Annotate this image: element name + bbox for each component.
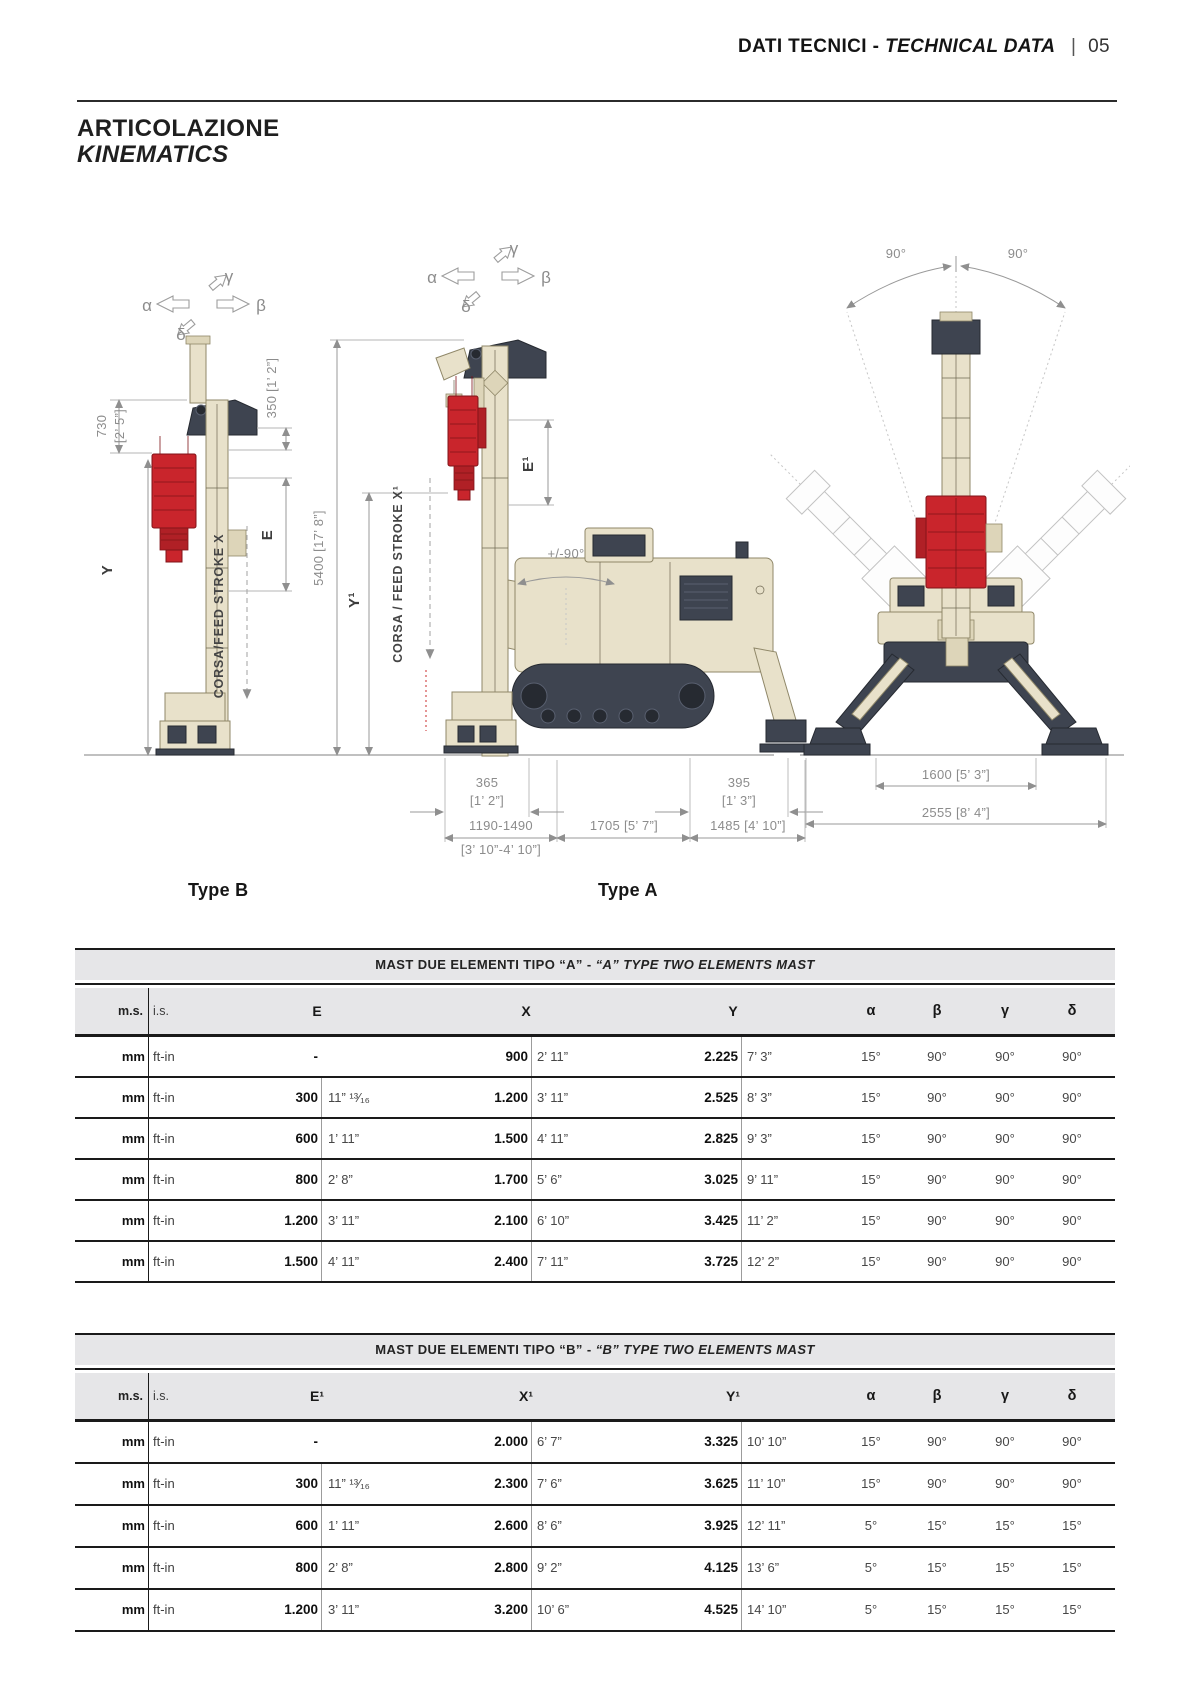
table-row	[75, 1119, 1115, 1160]
cell-is: ft-in	[153, 1476, 175, 1491]
col-e: E	[312, 1003, 322, 1019]
cell-is: ft-in	[153, 1131, 175, 1146]
dim-1190-1490-ft: [3’ 10”-4’ 10”]	[460, 842, 542, 857]
arc-left-label: 90°	[885, 246, 907, 261]
arrow-right-icon	[217, 296, 249, 312]
cell-x-ft: 9’ 2”	[537, 1560, 562, 1575]
dim-365: 365	[475, 775, 499, 790]
cell-e-mm: 300	[295, 1090, 318, 1105]
cell-e-mm: -	[313, 1049, 318, 1064]
mast-top-pole	[190, 343, 206, 403]
table-row	[75, 1548, 1115, 1590]
cell-delta: 90°	[1062, 1476, 1082, 1491]
cell-beta: 90°	[927, 1090, 947, 1105]
cell-beta: 15°	[927, 1560, 947, 1575]
cell-gamma: 90°	[995, 1434, 1015, 1449]
cell-beta: 90°	[927, 1213, 947, 1228]
cell-x-ft: 7’ 11”	[537, 1254, 569, 1269]
dim-350: 350 [1’ 2”]	[264, 357, 279, 419]
cell-y-mm: 3.725	[704, 1254, 738, 1269]
feed-stroke-x1-label: CORSA / FEED STROKE X¹	[391, 485, 405, 663]
cell-ms: mm	[121, 1518, 145, 1533]
cell-x-ft: 4’ 11”	[537, 1131, 569, 1146]
cell-ms: mm	[121, 1131, 145, 1146]
dim-2555: 2555 [8’ 4”]	[921, 805, 991, 820]
cell-is: ft-in	[153, 1518, 175, 1533]
col-alpha: α	[866, 1003, 876, 1019]
cell-e-ft: 3’ 11”	[328, 1213, 360, 1228]
col-e1: E¹	[310, 1388, 324, 1404]
mast-bracket	[228, 530, 246, 556]
cell-alpha: 15°	[861, 1476, 881, 1491]
cell-e-ft: 1’ 11”	[328, 1518, 360, 1533]
table-b-title: MAST DUE ELEMENTI TIPO “B” - “B” TYPE TWO ELEMENTS MAST	[75, 1333, 1115, 1365]
table-row	[75, 1037, 1115, 1078]
dim-5400: 5400 [17’ 8”]	[311, 510, 326, 586]
col-y1: Y¹	[726, 1388, 740, 1404]
cell-beta: 90°	[927, 1476, 947, 1491]
table-row	[75, 1242, 1115, 1283]
cell-y-ft: 7’ 3”	[747, 1049, 772, 1064]
col-is: i.s.	[153, 1004, 169, 1018]
cell-e-mm: 1.200	[284, 1213, 318, 1228]
cell-e-mm: 1.500	[284, 1254, 318, 1269]
cell-alpha: 15°	[861, 1049, 881, 1064]
cell-y-mm: 2.825	[704, 1131, 738, 1146]
table-a-title: MAST DUE ELEMENTI TIPO “A” - “A” TYPE TWO ELEMENTS MAST	[75, 948, 1115, 980]
cell-y-ft: 14’ 10”	[747, 1602, 787, 1617]
table-b-title-en: “B” TYPE TWO ELEMENTS MAST	[595, 1342, 815, 1357]
cell-is: ft-in	[153, 1090, 175, 1105]
cell-delta: 90°	[1062, 1090, 1082, 1105]
divider	[75, 980, 1115, 988]
table-row	[75, 1078, 1115, 1119]
foot-left	[804, 744, 870, 755]
cell-ms: mm	[121, 1602, 145, 1617]
cell-delta: 90°	[1062, 1213, 1082, 1228]
cell-x-ft: 5’ 6”	[537, 1172, 562, 1187]
cell-x-ft: 8’ 6”	[537, 1518, 562, 1533]
cell-y-mm: 3.625	[704, 1476, 738, 1491]
table-a-title-en: “A” TYPE TWO ELEMENTS MAST	[595, 957, 815, 972]
cell-alpha: 15°	[861, 1254, 881, 1269]
cell-alpha: 5°	[864, 1602, 878, 1617]
table-a-title-it: MAST DUE ELEMENTI TIPO “A”	[375, 957, 583, 972]
cell-gamma: 90°	[995, 1213, 1015, 1228]
divider	[75, 1365, 1115, 1373]
cell-gamma: 90°	[995, 1049, 1015, 1064]
dim-730-ft: [2’ 5”]	[112, 408, 127, 444]
cell-e-mm: 1.200	[284, 1602, 318, 1617]
cell-beta: 90°	[927, 1049, 947, 1064]
cell-alpha: 15°	[861, 1090, 881, 1105]
dim-e-label: E	[259, 529, 276, 541]
cell-ms: mm	[121, 1172, 145, 1187]
shank-boot	[160, 528, 188, 550]
cell-x-ft: 2’ 11”	[537, 1049, 569, 1064]
cell-e-ft: 1’ 11”	[328, 1131, 360, 1146]
cell-x-mm: 2.800	[494, 1560, 528, 1575]
cell-alpha: 15°	[861, 1434, 881, 1449]
cell-e-ft: 4’ 11”	[328, 1254, 360, 1269]
cell-delta: 90°	[1062, 1172, 1082, 1187]
beta-label: β	[541, 268, 551, 287]
type-b-caption: Type B	[188, 880, 249, 900]
cell-ms: mm	[121, 1090, 145, 1105]
cell-y-ft: 11’ 2”	[747, 1213, 779, 1228]
cell-x-ft: 3’ 11”	[537, 1090, 569, 1105]
cell-delta: 15°	[1062, 1602, 1082, 1617]
table-row	[75, 1506, 1115, 1548]
cell-x-mm: 900	[505, 1049, 528, 1064]
cell-gamma: 90°	[995, 1172, 1015, 1187]
header-title-en: TECHNICAL DATA	[885, 36, 1056, 57]
cell-y-ft: 12’ 2”	[747, 1254, 780, 1269]
cell-y-ft: 12’ 11”	[747, 1518, 786, 1533]
cell-delta: 90°	[1062, 1049, 1082, 1064]
section-title	[77, 116, 280, 168]
col-x1: X¹	[519, 1388, 533, 1404]
page-number: 05	[1088, 36, 1110, 57]
arc-right-label: 90°	[1007, 246, 1029, 261]
dim-395-ft: [1’ 3”]	[721, 793, 757, 808]
cell-beta: 15°	[927, 1602, 947, 1617]
type-a-rig	[436, 340, 812, 756]
dim-1600: 1600 [5’ 3”]	[921, 767, 991, 782]
exhaust	[736, 542, 748, 558]
gamma-label: γ	[509, 239, 519, 258]
cell-delta: 90°	[1062, 1131, 1082, 1146]
alpha-label: α	[427, 268, 437, 287]
tilt-direction-arrows	[427, 239, 551, 316]
gamma-label: γ	[224, 267, 234, 286]
foot-right	[1042, 744, 1108, 755]
cell-e-mm: 600	[295, 1518, 318, 1533]
header-divider: |	[1071, 36, 1077, 57]
cell-gamma: 90°	[995, 1476, 1015, 1491]
col-y: Y	[728, 1003, 738, 1019]
dim-1485: 1485 [4’ 10”]	[710, 818, 786, 833]
cell-delta: 15°	[1062, 1518, 1082, 1533]
cell-gamma: 90°	[995, 1090, 1015, 1105]
cell-e-ft: 2’ 8”	[328, 1560, 353, 1575]
cell-is: ft-in	[153, 1254, 175, 1269]
cell-y-mm: 3.325	[704, 1434, 738, 1449]
col-x: X	[521, 1003, 531, 1019]
cell-x-ft: 7’ 6”	[537, 1476, 562, 1491]
cell-y-mm: 3.425	[704, 1213, 738, 1228]
table-mast-type-a	[75, 948, 1115, 1283]
cell-y-mm: 4.525	[704, 1602, 738, 1617]
cell-delta: 15°	[1062, 1560, 1082, 1575]
table-a-header	[75, 988, 1115, 1037]
kinematics-diagram	[60, 228, 1130, 876]
cell-delta: 90°	[1062, 1434, 1082, 1449]
col-beta: β	[932, 1388, 942, 1404]
front-view-rig	[754, 276, 1130, 755]
cell-is: ft-in	[153, 1172, 175, 1187]
type-a-caption: Type A	[598, 880, 658, 900]
cell-x-ft: 10’ 6”	[537, 1602, 570, 1617]
cell-e-mm: 300	[295, 1476, 318, 1491]
cell-e-mm: 600	[295, 1131, 318, 1146]
cell-alpha: 5°	[864, 1560, 878, 1575]
cell-ms: mm	[121, 1560, 145, 1575]
cell-x-mm: 1.500	[494, 1131, 528, 1146]
cell-gamma: 90°	[995, 1254, 1015, 1269]
cell-x-mm: 1.700	[494, 1172, 528, 1187]
cell-y-ft: 10’ 10”	[747, 1434, 787, 1449]
table-b-header	[75, 1373, 1115, 1422]
table-row	[75, 1160, 1115, 1201]
cell-y-mm: 2.525	[704, 1090, 738, 1105]
cell-x-ft: 6’ 10”	[537, 1213, 570, 1228]
cell-beta: 90°	[927, 1172, 947, 1187]
dim-1705: 1705 [5’ 7”]	[589, 818, 659, 833]
col-beta: β	[932, 1003, 942, 1019]
beta-label: β	[256, 296, 266, 315]
cell-gamma: 15°	[995, 1602, 1015, 1617]
dim-730: 730	[94, 414, 109, 438]
dim-y-label: Y	[99, 564, 116, 576]
dim-1190-1490: 1190-1490	[469, 818, 533, 833]
arrow-right-icon	[502, 268, 534, 284]
table-row	[75, 1464, 1115, 1506]
delta-label: δ	[176, 325, 186, 344]
cell-ms: mm	[121, 1476, 145, 1491]
col-delta: δ	[1067, 1003, 1077, 1019]
cell-e-ft: 11” ¹³⁄₁₆	[328, 1476, 370, 1491]
col-gamma: γ	[1000, 1003, 1010, 1019]
rock-drill	[152, 454, 196, 528]
cell-y-ft: 11’ 10”	[747, 1476, 786, 1491]
arrow-left-icon	[442, 268, 474, 284]
table-b-title-it: MAST DUE ELEMENTI TIPO “B”	[375, 1342, 583, 1357]
arc-90-right	[961, 266, 1065, 308]
cell-e-mm: 800	[295, 1172, 318, 1187]
cell-x-mm: 2.300	[494, 1476, 528, 1491]
cell-is: ft-in	[153, 1213, 175, 1228]
shank-boot	[454, 466, 474, 490]
delta-label: δ	[461, 297, 471, 316]
cell-delta: 90°	[1062, 1254, 1082, 1269]
col-is: i.s.	[153, 1389, 169, 1403]
cell-beta: 90°	[927, 1254, 947, 1269]
table-row	[75, 1422, 1115, 1464]
rotation-label: +/-90°	[547, 546, 585, 561]
cell-e-ft: 3’ 11”	[328, 1602, 360, 1617]
cell-e-ft: 2’ 8”	[328, 1172, 353, 1187]
cell-y-mm: 3.025	[704, 1172, 738, 1187]
carrier-body	[515, 558, 773, 672]
cell-ms: mm	[121, 1254, 145, 1269]
engine-vents	[680, 576, 732, 620]
cell-beta: 90°	[927, 1131, 947, 1146]
cell-gamma: 90°	[995, 1131, 1015, 1146]
arrow-left-icon	[157, 296, 189, 312]
col-ms: m.s.	[117, 1004, 143, 1018]
col-ms: m.s.	[117, 1389, 143, 1403]
cell-is: ft-in	[153, 1049, 175, 1064]
dim-y1-label: Y¹	[346, 592, 363, 608]
cell-e-mm: -	[313, 1434, 318, 1449]
table-mast-type-b	[75, 1333, 1115, 1632]
cell-y-mm: 4.125	[704, 1560, 738, 1575]
cell-x-mm: 2.000	[494, 1434, 528, 1449]
cell-alpha: 15°	[861, 1213, 881, 1228]
cell-ms: mm	[121, 1434, 145, 1449]
cell-alpha: 15°	[861, 1172, 881, 1187]
cell-x-ft: 6’ 7”	[537, 1434, 562, 1449]
arc-90-left	[847, 266, 951, 308]
col-delta: δ	[1067, 1388, 1077, 1404]
cell-gamma: 15°	[995, 1560, 1015, 1575]
cell-e-ft: 11” ¹³⁄₁₆	[328, 1090, 370, 1105]
cell-y-ft: 8’ 3”	[747, 1090, 772, 1105]
type-b-rig	[152, 336, 257, 755]
cell-y-ft: 9’ 11”	[747, 1172, 779, 1187]
col-gamma: γ	[1000, 1388, 1010, 1404]
cell-ms: mm	[121, 1049, 145, 1064]
cell-y-ft: 9’ 3”	[747, 1131, 772, 1146]
cell-alpha: 15°	[861, 1131, 881, 1146]
table-row	[75, 1590, 1115, 1632]
cell-ms: mm	[121, 1213, 145, 1228]
section-title-it: ARTICOLAZIONE	[77, 115, 280, 142]
cell-alpha: 5°	[864, 1518, 878, 1533]
cell-x-mm: 1.200	[494, 1090, 528, 1105]
cell-x-mm: 3.200	[494, 1602, 528, 1617]
cell-is: ft-in	[153, 1602, 175, 1617]
tilt-direction-arrows	[142, 267, 266, 344]
cell-y-mm: 2.225	[704, 1049, 738, 1064]
rock-drill	[448, 396, 478, 466]
rear-support-leg	[754, 648, 796, 720]
cell-beta: 15°	[927, 1518, 947, 1533]
cell-beta: 90°	[927, 1434, 947, 1449]
cell-x-mm: 2.400	[494, 1254, 528, 1269]
feed-stroke-x-label: CORSA/FEED STROKE X	[212, 533, 226, 699]
header-rule	[77, 100, 1117, 102]
page-header	[738, 36, 1110, 58]
section-title-en: KINEMATICS	[77, 141, 229, 168]
cell-x-mm: 2.600	[494, 1518, 528, 1533]
mast-foot	[452, 692, 512, 720]
dim-395: 395	[727, 775, 751, 790]
cell-gamma: 15°	[995, 1518, 1015, 1533]
dim-365-ft: [1’ 2”]	[469, 793, 505, 808]
header-title-it: DATI TECNICI -	[737, 36, 880, 57]
cell-y-ft: 13’ 6”	[747, 1560, 780, 1575]
col-alpha: α	[866, 1388, 876, 1404]
cell-is: ft-in	[153, 1560, 175, 1575]
cell-is: ft-in	[153, 1434, 175, 1449]
alpha-label: α	[142, 296, 152, 315]
table-row	[75, 1201, 1115, 1242]
cell-y-mm: 3.925	[704, 1518, 738, 1533]
mast-head	[932, 320, 980, 354]
cell-x-mm: 2.100	[494, 1213, 528, 1228]
dim-e1-label: E¹	[520, 456, 537, 472]
cell-e-mm: 800	[295, 1560, 318, 1575]
